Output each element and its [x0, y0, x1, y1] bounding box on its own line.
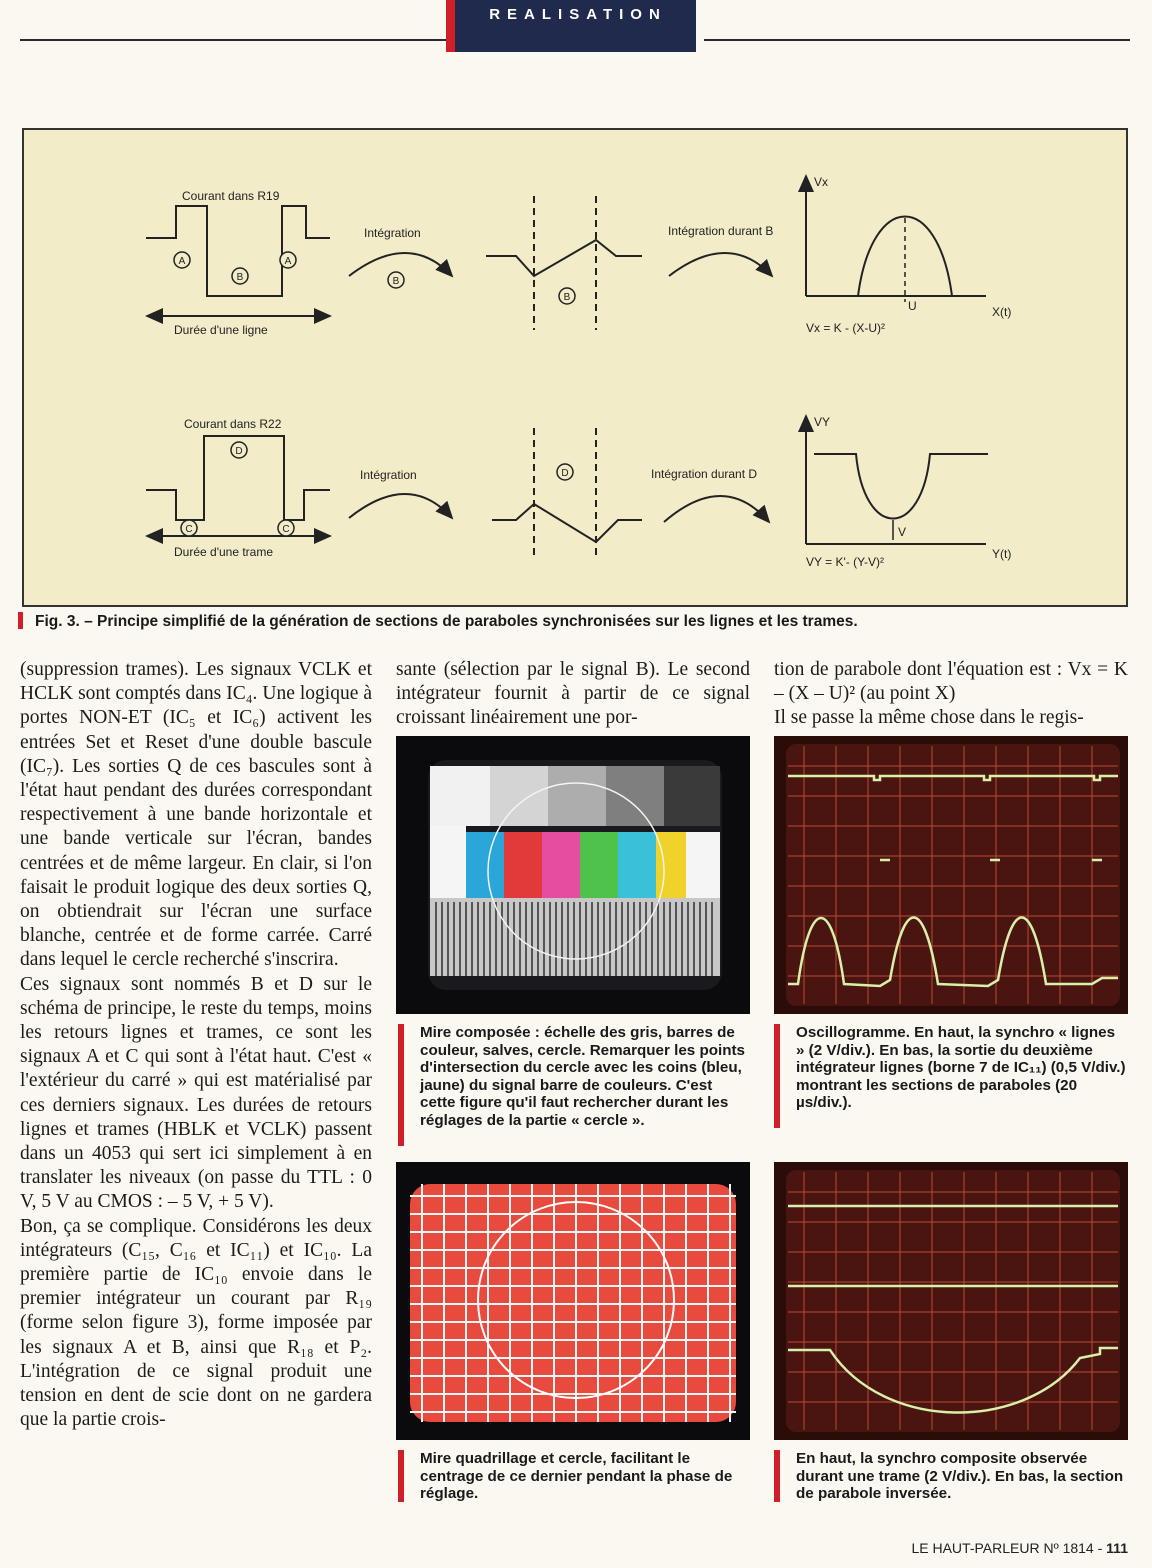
x-axis-label: X(t) [992, 305, 1012, 319]
test-card-caption-text: Mire composée : échelle des gris, barres de couleur, salves, cercle. Remarquer les points d'intersection du cercle avec les coins (bleu, jaune) du signal barre de couleurs. C'est cette figure qu'il faut rechercher durant les réglages de la partie « cercle ». [420, 1024, 745, 1129]
grid-card-caption [420, 1450, 748, 1503]
oscillogram-1-caption [796, 1024, 1126, 1112]
vy-axis-label: VY [814, 415, 831, 429]
label-b-integration: B [392, 276, 400, 287]
sawtooth-waveform-bottom [492, 504, 642, 542]
v-point-label: V [898, 525, 907, 539]
vx-equation: Vx = K - (X-U)² [806, 321, 886, 335]
page-footer [911, 1540, 1128, 1556]
oscillogram-1-caption-text: Oscillogramme. En haut, la synchro « lignes » (2 V/div.). En bas, la sortie du deuxième intégrateur lignes (borne 7 de IC₁₁) (0,5 V/div.) montrant les sections de paraboles (20 µs/div.). [796, 1024, 1126, 1112]
vx-axis-label: Vx [814, 175, 829, 189]
figure-caption-text: Fig. 3. – Principe simplifié de la génération de sections de paraboles synchronisées sur les lignes et les trames. [35, 613, 858, 630]
integration-during-b-label: Intégration durant B [668, 224, 774, 238]
integration-label-bottom: Intégration [360, 468, 417, 482]
integration-arrow-bottom [349, 494, 452, 518]
frame-duration-label: Durée d'une trame [174, 545, 274, 559]
publication-name: LE HAUT-PARLEUR Nº 1814 - [911, 1540, 1107, 1556]
line-duration-label: Durée d'une ligne [174, 323, 268, 337]
body-column-2 [396, 658, 750, 731]
caption-accent [774, 1450, 780, 1502]
integration-during-b-arrow [669, 253, 772, 276]
label-d-sawtooth: D [561, 468, 569, 479]
oscillogram-1-photo [774, 736, 1128, 1014]
caption-accent [398, 1024, 404, 1146]
figure-3 [22, 128, 1128, 607]
section-tab-accent [446, 0, 455, 52]
label-a-right: A [284, 256, 292, 267]
oscillogram-2-caption [796, 1450, 1126, 1503]
grid-card-caption-text: Mire quadrillage et cercle, facilitant le centrage de ce dernier pendant la phase de réglage. [420, 1450, 733, 1503]
label-d: D [235, 446, 243, 457]
label-a-left: A [178, 256, 186, 267]
r19-signal-title: Courant dans R19 [182, 189, 280, 203]
label-c-right: C [282, 524, 290, 535]
label-b-sawtooth: B [563, 292, 571, 303]
integration-during-d-label: Intégration durant D [651, 467, 758, 481]
test-card-photo [396, 736, 750, 1014]
caption-accent [398, 1450, 404, 1502]
page-number: 111 [1106, 1540, 1128, 1556]
caption-accent [18, 612, 23, 629]
parabola-vy [814, 454, 988, 519]
sawtooth-waveform-top [486, 240, 642, 276]
section-tab-label: REALISATION [489, 6, 667, 23]
figure-caption [18, 612, 1128, 631]
integration-label-top: Intégration [364, 226, 421, 240]
col3-paragraph-1: tion de parabole dont l'équation est : Vx = K – (X – U)² (au point X) [774, 659, 1128, 705]
header-rule-left [20, 39, 446, 41]
label-c-left: C [185, 524, 193, 535]
col1-paragraph-2: Ces signaux sont nommés B et D sur le schéma de principe, le reste du temps, moins les retours lignes et trames, ce sont les signaux A et C qui sont à l'état haut. C'est « l'extérieur du carré » qui est matérialisé par ces derniers signaux. Les durées de retours lignes et trames (HBLK et VCLK) passent dans un 4053 qui sert ici simplement à en translater les niveaux (on passe du TTL : 0 V, 5 V au CMOS : – 5 V, + 5 V). [20, 973, 372, 1213]
label-b: B [236, 272, 244, 283]
integration-during-d-arrow [664, 496, 769, 522]
vy-equation: VY = K'- (Y-V)² [806, 555, 884, 569]
col1-paragraph-3: Bon, ça se complique. Considérons les deux intégrateurs (C₁₅, C₁₆ et IC₁₁) et IC₁₀. La première partie de IC₁₀ envoie dans le premier intégrateur un courant par R₁₉ (forme selon figure 3), forme imposée par les signaux A et B, ainsi que R₁₈ et P₂. L'intégration de ce signal produit une tension en dent de scie dont on ne gardera que la partie crois- [20, 1215, 372, 1431]
col2-paragraph-1: sante (sélection par le signal B). Le second intégrateur fournit à partir de ce signal croissant linéairement une por- [396, 659, 750, 729]
section-tab [446, 0, 696, 52]
y-axis-label: Y(t) [992, 547, 1012, 561]
oscillogram-2-photo [774, 1162, 1128, 1440]
grid-test-card-photo [396, 1162, 750, 1440]
oscillogram-2-caption-text: En haut, la synchro composite observée durant une trame (2 V/div.). En bas, la section de parabole inversée. [796, 1450, 1124, 1503]
col1-paragraph-1: (suppression trames). Les signaux VCLK et HCLK sont comptés dans IC₄. Une logique à portes NON-ET (IC₅ et IC₆) activent les entrées Set et Reset d'une double bascule (IC₇). Les sorties Q de ces bascules sont à l'état haut pendant des durées correspondant respectivement à une bande horizontale et une bande verticale sur l'écran, bandes centrées et de même largeur. En clair, si l'on faisait le produit logique des deux sorties Q, on obtiendrait sur l'écran une surface blanche, centrée et de forme carrée. Carré dans lequel le cercle recherché s'inscrira. [20, 659, 372, 971]
body-column-3 [774, 658, 1128, 731]
col3-paragraph-2: Il se passe la même chose dans le regis- [774, 707, 1084, 729]
body-column-1 [20, 658, 372, 1433]
u-point-label: U [908, 299, 917, 313]
test-card-caption [420, 1024, 748, 1130]
header-rule-right [704, 39, 1130, 41]
r22-signal-title: Courant dans R22 [184, 417, 282, 431]
caption-accent [774, 1024, 780, 1128]
